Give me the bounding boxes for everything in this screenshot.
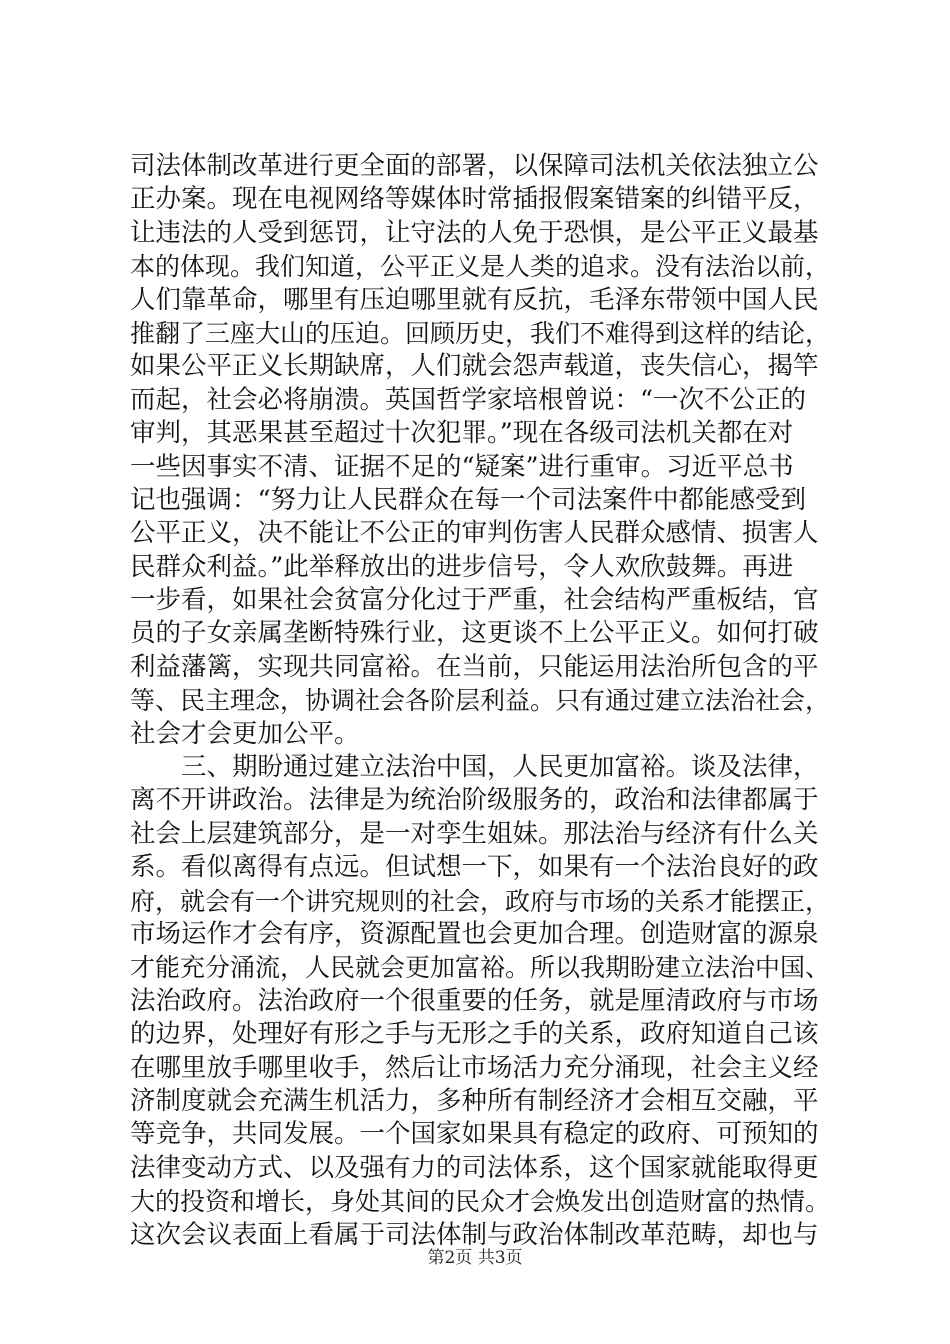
text-line: 府，就会有一个讲究规则的社会，政府与市场的关系才能摆正， [130, 886, 831, 916]
text-line: 三、期盼通过建立法治中国，人民更加富裕。谈及法律， [130, 752, 819, 783]
text-line: 而起，社会必将崩溃。英国哲学家培根曾说：“一次不公正的 [130, 384, 807, 415]
text-line: 员的子女亲属垄断特殊行业，这更谈不上公平正义。如何打破 [130, 618, 819, 649]
text-line: 司法体制改革进行更全面的部署，以保障司法机关依法独立公 [130, 151, 819, 181]
text-line: 公平正义，决不能让不公正的审判伤害人民群众感情、损害人 [130, 518, 819, 549]
text-line: 大的投资和增长，身处其间的民众才会焕发出创造财富的热情。 [130, 1187, 831, 1217]
text-line: 推翻了三座大山的压迫。回顾历史，我们不难得到这样的结论， [130, 318, 831, 348]
text-line: 等、民主理念，协调社会各阶层利益。只有通过建立法治社会， [130, 686, 831, 716]
text-line: 本的体现。我们知道，公平正义是人类的追求。没有法治以前， [130, 252, 831, 282]
text-line: 的边界，处理好有形之手与无形之手的关系，政府知道自己该 [130, 1019, 819, 1050]
text-line: 审判，其恶果甚至超过十次犯罪。”现在各级司法机关都在对 [130, 418, 794, 449]
text-line: 这次会议表面上看属于司法体制与政治体制改革范畴，却也与 [130, 1219, 819, 1250]
text-line: 系。看似离得有点远。但试想一下，如果有一个法治良好的政 [130, 852, 819, 883]
text-line: 利益藩篱，实现共同富裕。在当前，只能运用法治所包含的平 [130, 651, 819, 682]
text-line: 社会上层建筑部分，是一对孪生姐妹。那法治与经济有什么关 [130, 818, 819, 849]
text-line: 才能充分涌流，人民就会更加富裕。所以我期盼建立法治中国、 [130, 953, 831, 983]
text-line: 离不开讲政治。法律是为统治阶级服务的，政治和法律都属于 [130, 785, 819, 816]
text-line: 一步看，如果社会贫富分化过于严重，社会结构严重板结，官 [130, 585, 819, 616]
page-footer: 第2页 共3页 [427, 1248, 523, 1268]
text-line: 人们靠革命，哪里有压迫哪里就有反抗，毛泽东带领中国人民 [130, 284, 819, 315]
text-line: 社会才会更加公平。 [130, 718, 360, 749]
text-line: 法律变动方式、以及强有力的司法体系，这个国家就能取得更 [130, 1152, 819, 1183]
text-line: 民群众利益。”此举释放出的进步信号，令人欢欣鼓舞。再进 [130, 551, 794, 582]
body-text [130, 150, 830, 1252]
text-line: 法治政府。法治政府一个很重要的任务，就是厘清政府与市场 [130, 985, 819, 1016]
text-line: 等竞争，共同发展。一个国家如果具有稳定的政府、可预知的 [130, 1119, 819, 1150]
text-line: 如果公平正义长期缺席，人们就会怨声载道，丧失信心，揭竿 [130, 351, 819, 382]
text-line: 济制度就会充满生机活力，多种所有制经济才会相互交融，平 [130, 1085, 819, 1116]
text-line: 市场运作才会有序，资源配置也会更加合理。创造财富的源泉 [130, 918, 819, 949]
text-line: 记也强调：“努力让人民群众在每一个司法案件中都能感受到 [130, 484, 807, 515]
text-line: 一些因事实不清、证据不足的“疑案”进行重审。习近平总书 [130, 451, 794, 482]
text-line: 正办案。现在电视网络等媒体时常插报假案错案的纠错平反， [130, 184, 819, 215]
text-line: 在哪里放手哪里收手，然后让市场活力充分涌现，社会主义经 [130, 1052, 819, 1083]
text-line: 让违法的人受到惩罚，让守法的人免于恐惧，是公平正义最基 [130, 217, 819, 248]
